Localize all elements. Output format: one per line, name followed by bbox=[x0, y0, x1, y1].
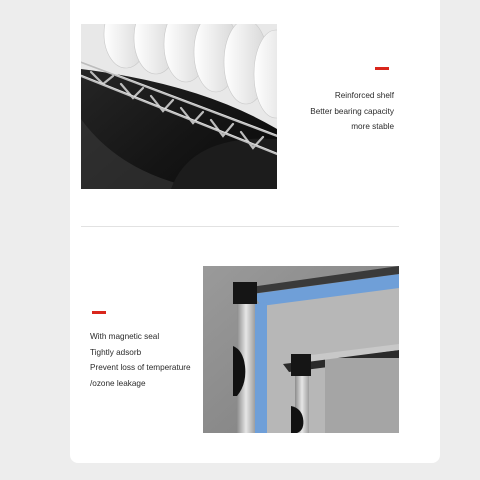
section-divider bbox=[81, 226, 399, 227]
feature-line: With magnetic seal bbox=[90, 332, 160, 341]
feature-line: /ozone leakage bbox=[90, 378, 146, 388]
seal-feature-text bbox=[90, 329, 191, 391]
feature-line: Prevent loss of temperature bbox=[90, 363, 191, 372]
door-seal-photo bbox=[203, 266, 399, 433]
shelf-feature-text bbox=[310, 88, 394, 135]
feature-line: more stable bbox=[351, 122, 394, 131]
accent-bar bbox=[92, 311, 106, 314]
shelf-photo bbox=[81, 24, 277, 189]
feature-line: Tightly adsorb bbox=[90, 347, 142, 357]
feature-line: Better bearing capacity bbox=[310, 106, 394, 116]
feature-line: Reinforced shelf bbox=[334, 91, 394, 100]
accent-bar bbox=[375, 67, 389, 70]
